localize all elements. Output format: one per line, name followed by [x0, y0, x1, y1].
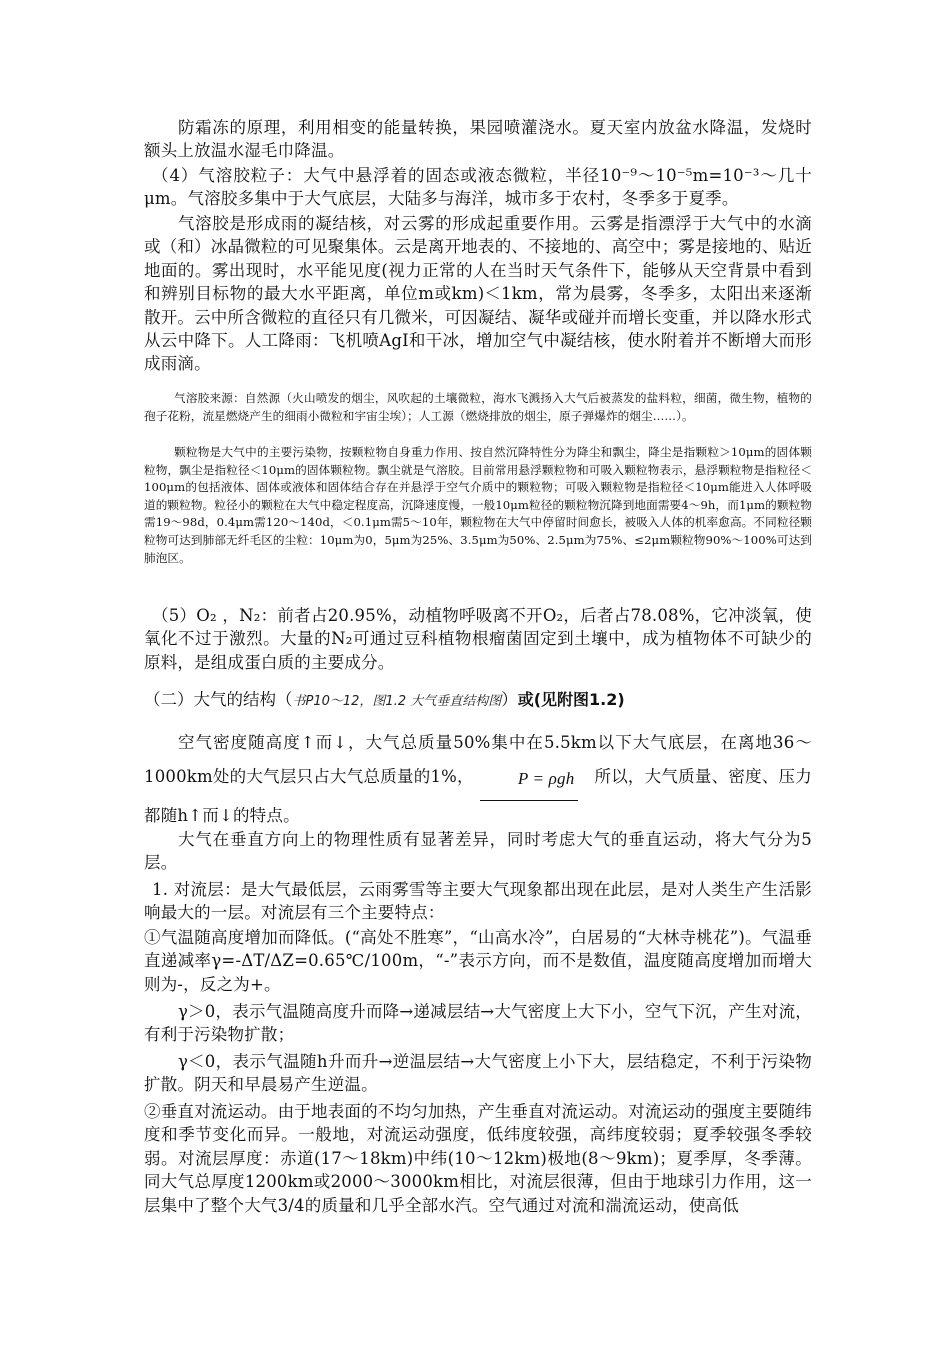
note-particulate-matter: 颗粒物是大气中的主要污染物，按颗粒物自身重力作用、按自然沉降特性分为降尘和飘尘，降尘是指颗粒＞10μm的固体颗粒物，飘尘是指粒径＜10μm的固体颗粒物。飘尘就是气溶胶。目前常用悬浮颗粒物和可吸入颗粒物表示，悬浮颗粒物是指粒径＜100μm的包括液体、固体或液体和固体结合存在并悬浮于空气介质中的颗粒物；可吸入颗粒物是指粒径＜10μm能进入人体呼吸道的颗粒物。粒径小的颗粒在大气中稳定程度高，沉降速度慢，一般10μm粒径的颗粒物沉降到地面需要4～9h，而1μm的颗粒物需19～98d，0.4μm需120～140d，＜0.1μm需5～10年，颗粒物在大气中停留时间愈长，被吸入人体的机率愈高。不同粒径颗粒物可达到肺部无纤毛区的尘粒：10μm为0，5μm为25%、3.5μm为50%、2.5μm为75%、≤2μm颗粒物90%～100%可达到肺泡区。: [144, 445, 812, 565]
heading-handwritten-note: 书P10～12，图1.2 大气垂直结构图: [292, 694, 502, 709]
air-density-text-end: 所以，大气质量、密度、压力都随h↑而↓的特点。: [144, 767, 812, 825]
paragraph-troposphere: 1. 对流层：是大气最低层，云雨雾雪等主要大气现象都出现在此层，是对人类生产生活影响最大的一层。对流层有三个主要特点：: [144, 880, 812, 923]
air-density-text: 空气密度随高度↑而↓，大气总质量50%集中在5.5km以下大气底层，在离地36～1000km处的大气层只占大气总质量的1%，: [144, 733, 812, 786]
section-heading: [144, 688, 812, 714]
paragraph-five-layers: 大气在垂直方向上的物理性质有显著差异，同时考虑大气的垂直运动，将大气分为5层。: [144, 830, 812, 873]
paragraph-aerosol-clouds: 气溶胶是形成雨的凝结核，对云雾的形成起重要作用。云雾是指漂浮于大气中的水滴或（和）冰晶微粒的可见聚集体。云是离开地表的、不接地的、高空中；雾是接地的、贴近地面的。雾出现时，水平能见度(视力正常的人在当时天气条件下，能够从天空背景中看到和辨别目标物的最大水平距离，单位m或km)＜1km，常为晨雾，冬季多，太阳出来逐渐散开。云中所含微粒的直径只有几微米，可因凝结、凝华或碰并而增长变重，并以降水形式从云中降下。人工降雨：飞机喷AgI和干冰，增加空气中凝结核，使水附着并不断增大而形成雨滴。: [144, 214, 812, 374]
paragraph-gamma-negative: γ＜0，表示气温随h升而升→逆温层结→大气密度上小下大，层结稳定，不利于污染物扩散。阴天和早晨易产生逆温。: [144, 1052, 812, 1095]
paragraph-temperature-lapse: ①气温随高度增加而降低。(“高处不胜寒”，“山高水冷”，白居易的“大林寺桃花”)。气温垂直递减率γ=-ΔT/ΔZ=0.65℃/100m，“-”表示方向，而不是数值，温度随高度增加而增大则为-，反之为+。: [144, 928, 812, 994]
paragraph-frost-protection: 防霜冻的原理，利用相变的能量转换，果园喷灌浇水。夏天室内放盆水降温，发烧时额头上放温水湿毛巾降温。: [144, 118, 812, 161]
heading-bold-note: 或(见附图1.2): [517, 690, 625, 709]
paragraph-aerosol-definition: （4）气溶胶粒子：大气中悬浮着的固态或液态微粒，半径10⁻⁹～10⁻⁵m=10⁻³～几十μm。气溶胶多集中于大气底层，大陆多与海洋，城市多于农村，冬季多于夏季。: [144, 166, 812, 209]
paragraph-vertical-convection: ②垂直对流运动。由于地表面的不均匀加热，产生垂直对流运动。对流运动的强度主要随纬度和季节变化而异。一般地，对流运动强度，低纬度较强，高纬度较弱；夏季较强冬季较弱。对流层厚度：赤道(17～18km)中纬(10～12km)极地(8～9km)；夏季厚，冬季薄。同大气总厚度1200km或2000～3000km相比，对流层很薄，但由于地球引力作用，这一层集中了整个大气3/4的质量和几乎全部水汽。空气通过对流和湍流运动，使高低: [144, 1102, 812, 1215]
paragraph-gamma-positive: γ＞0，表示气温随高度升而降→递减层结→大气密度上大下小，空气下沉，产生对流，有利于污染物扩散；: [144, 1002, 812, 1045]
formula-pressure: P = ρgh: [480, 762, 579, 801]
note-aerosol-sources: 气溶胶来源：自然源（火山喷发的烟尘，风吹起的土壤微粒，海水飞溅扬入大气后被蒸发的盐料粒，细菌，微生物，植物的孢子花粉，流星燃烧产生的细雨小微粒和宇宙尘埃）；人工源（燃烧排放的烟尘，原子弹爆炸的烟尘……）。: [144, 391, 812, 423]
paragraph-oxygen-nitrogen: （5）O₂ ，N₂：前者占20.95%，动植物呼吸离不开O₂，后者占78.08%，它冲淡氧，使氧化不过于激烈。大量的N₂可通过豆科植物根瘤菌固定到土壤中，成为植物体不可缺少的原料，是组成蛋白质的主要成分。: [144, 606, 812, 672]
heading-main: （二）大气的结构（: [144, 690, 293, 709]
heading-close: ）: [501, 690, 518, 709]
paragraph-air-density: [144, 726, 812, 833]
